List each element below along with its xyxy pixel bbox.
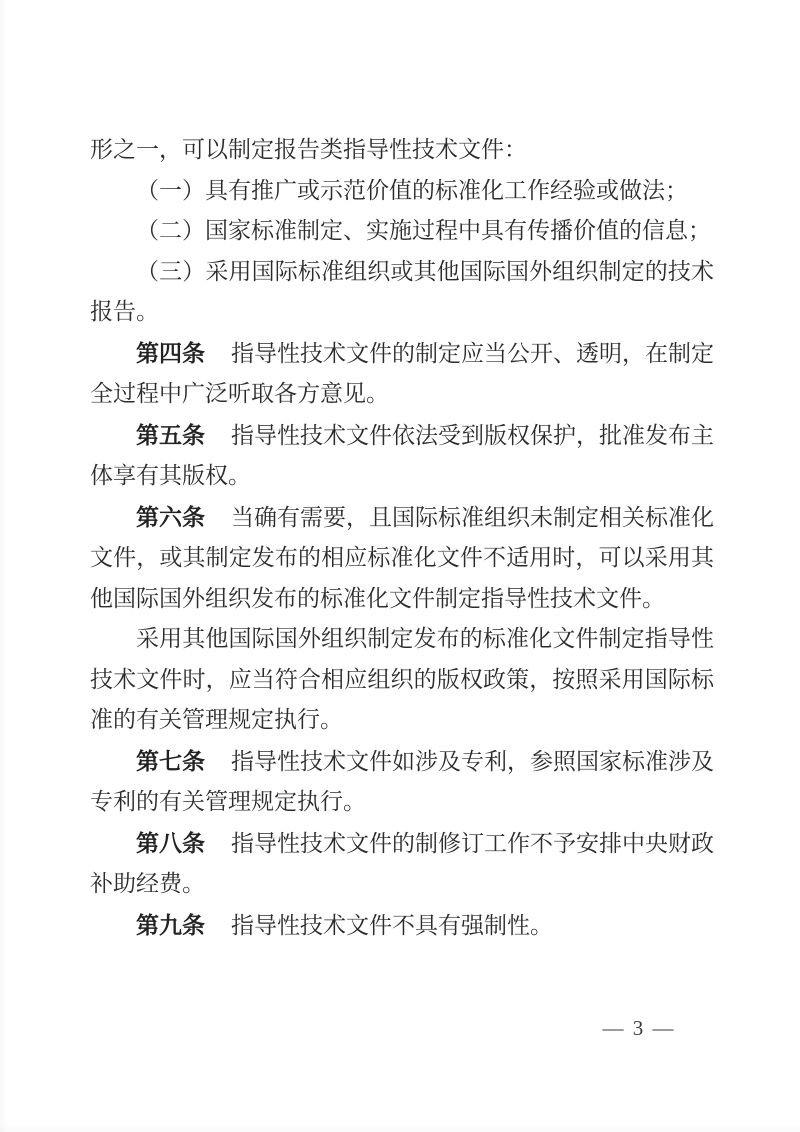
article-paragraph: 第五条 指导性技术文件依法受到版权保护，批准发布主体享有其版权。	[90, 421, 714, 488]
article-number: 第九条	[136, 911, 205, 938]
article-paragraph: 第六条 当确有需要，且国际标准组织未制定相关标准化文件，或其制定发布的相应标准化文件不适用时，可以采用其他国际国外组织发布的标准化文件制定指导性技术文件。	[90, 503, 714, 611]
paragraph: 采用其他国际国外组织制定发布的标准化文件制定指导性技术文件时，应当符合相应组织的版权政策，按照采用国际标准的有关管理规定执行。	[90, 626, 714, 732]
article-paragraph: 第九条 指导性技术文件不具有强制性。	[136, 911, 553, 938]
paragraph: 形之一，可以制定报告类指导性技术文件：	[90, 137, 527, 162]
article-number: 第五条	[136, 421, 205, 448]
article-number: 第八条	[136, 829, 205, 856]
paragraph: （三）采用国际标准组织或其他国际国外组织制定的技术报告。	[90, 258, 714, 324]
document-body	[90, 130, 714, 946]
paragraph: （一）具有推广或示范价值的标准化工作经验或做法；	[136, 177, 688, 203]
article-number: 第四条	[136, 339, 205, 366]
article-number: 第七条	[136, 747, 205, 774]
article-paragraph: 第七条 指导性技术文件如涉及专利，参照国家标准涉及专利的有关管理规定执行。	[90, 747, 714, 814]
paragraph: （二）国家标准制定、实施过程中具有传播价值的信息；	[136, 218, 711, 243]
article-paragraph: 第四条 指导性技术文件的制定应当公开、透明，在制定全过程中广泛听取各方意见。	[90, 339, 714, 406]
page-number: — 3 —	[602, 1016, 676, 1040]
article-paragraph: 第八条 指导性技术文件的制修订工作不予安排中央财政补助经费。	[90, 829, 714, 896]
article-number: 第六条	[136, 503, 205, 530]
